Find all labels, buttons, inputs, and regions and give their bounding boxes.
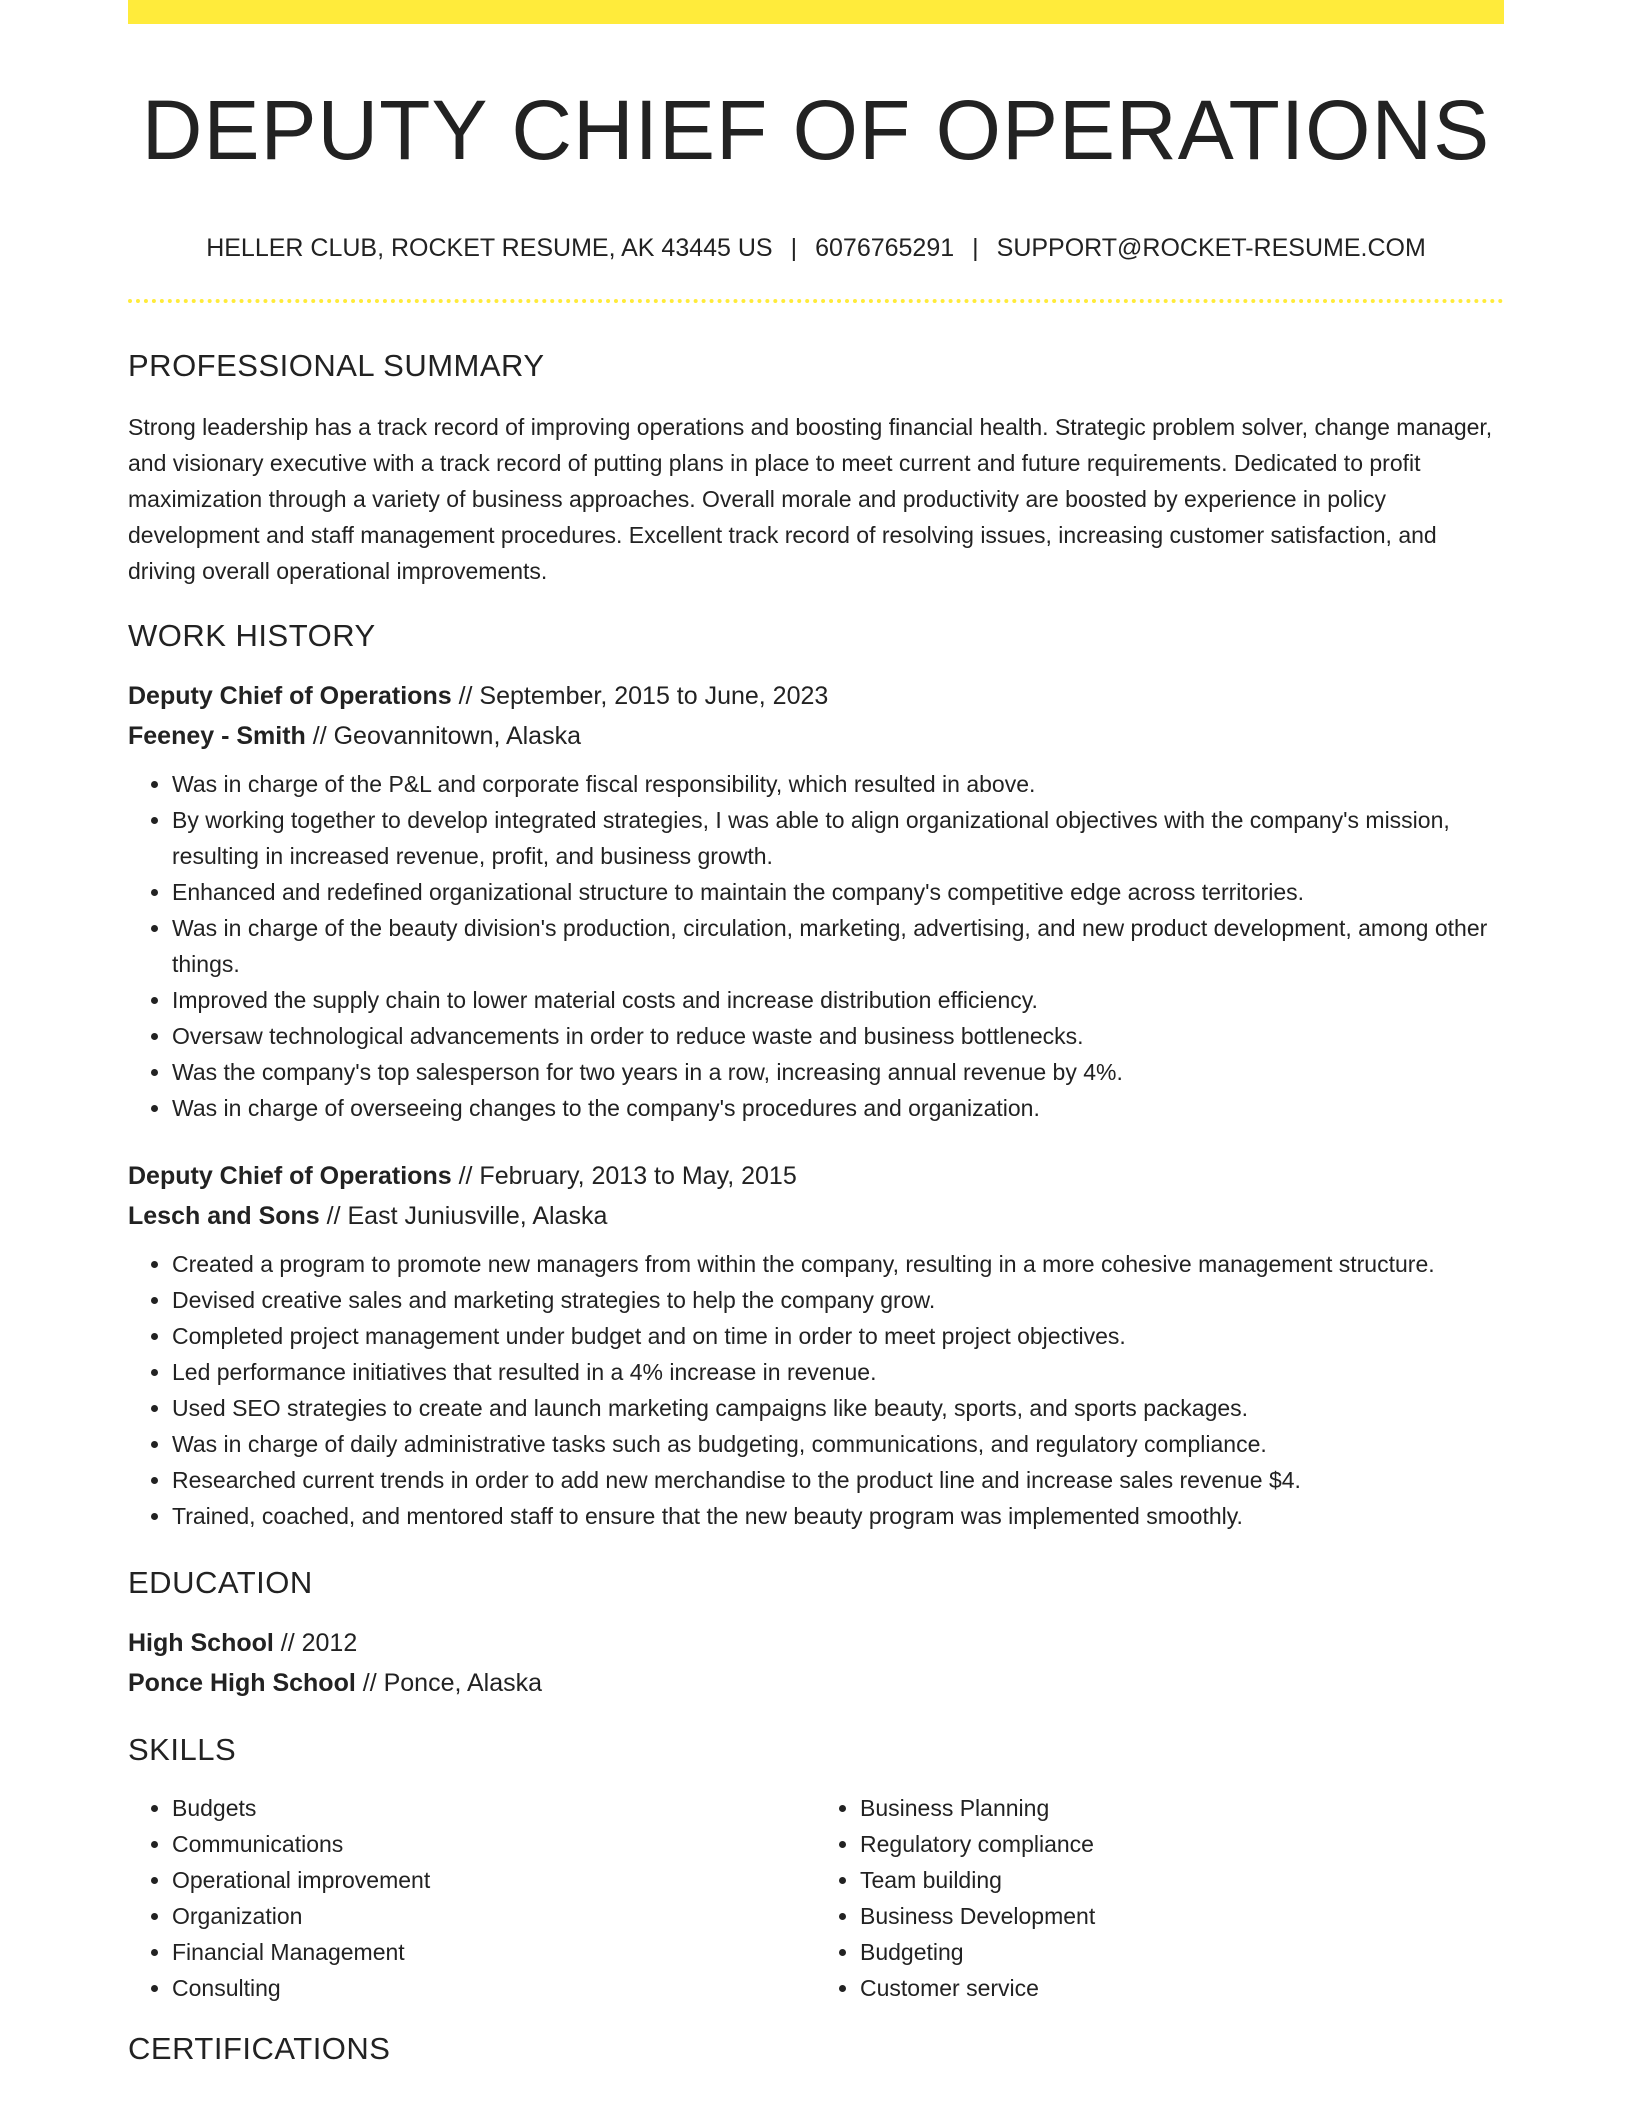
certifications-heading: CERTIFICATIONS: [128, 2031, 391, 2067]
job-position: Deputy Chief of Operations: [128, 1161, 452, 1190]
job-bullets: [128, 1246, 1504, 1534]
dotted-divider: [128, 299, 1504, 303]
list-item: • Was in charge of the beauty division's production, circulation, marketing, advertising, and new product development, among other things.: [172, 910, 1504, 982]
job-location: // Geovannitown, Alaska: [305, 721, 581, 750]
summary-text: Strong leadership has a track record of improving operations and boosting financial health. Strategic problem solver, change manager, and visionary executive with a track record of putting plans in place to meet current and future requirements. Dedicated to profit maximization through a variety of business approaches. Overall morale and productivity are boosted by experience in policy development and staff management procedures. Excellent track record of resolving issues, increasing customer satisfaction, and driving overall operational improvements.: [128, 413, 1493, 584]
work-history-heading: WORK HISTORY: [128, 617, 376, 653]
job-title-line: [128, 676, 1504, 716]
education-year: // 2012: [273, 1628, 358, 1657]
skill-item: • Consulting: [172, 1970, 816, 2006]
skills-column-left: [128, 1790, 816, 2006]
education-school-line: [128, 1663, 1504, 1703]
skill-item: • Budgeting: [860, 1934, 1504, 1970]
education-school: Ponce High School: [128, 1668, 356, 1697]
skill-item: • Financial Management: [172, 1934, 816, 1970]
list-item: • Created a program to promote new managers from within the company, resulting in a more cohesive management structure.: [172, 1246, 1504, 1282]
list-item: • Oversaw technological advancements in order to reduce waste and business bottlenecks.: [172, 1018, 1504, 1054]
skill-item: • Operational improvement: [172, 1862, 816, 1898]
skills-column-right: [816, 1790, 1504, 2006]
resume-name: DEPUTY CHIEF OF OPERATIONS: [141, 83, 1491, 177]
job-company-line: [128, 1196, 1504, 1236]
contact-separator: |: [972, 234, 979, 263]
skill-item: • Business Development: [860, 1898, 1504, 1934]
contact-line: [128, 234, 1504, 263]
list-item: • Trained, coached, and mentored staff to ensure that the new beauty program was implemented smoothly.: [172, 1498, 1504, 1534]
summary-heading: PROFESSIONAL SUMMARY: [128, 348, 545, 384]
list-item: • Improved the supply chain to lower material costs and increase distribution efficiency.: [172, 982, 1504, 1018]
job-location: // East Juniusville, Alaska: [319, 1201, 608, 1230]
list-item: • Was the company's top salesperson for two years in a row, increasing annual revenue by 4%.: [172, 1054, 1504, 1090]
skill-item: • Regulatory compliance: [860, 1826, 1504, 1862]
education-heading: EDUCATION: [128, 1564, 313, 1600]
list-item: • Was in charge of daily administrative tasks such as budgeting, communications, and regulatory compliance.: [172, 1426, 1504, 1462]
skills-heading: SKILLS: [128, 1731, 237, 1767]
skill-item: • Budgets: [172, 1790, 816, 1826]
skill-item: • Team building: [860, 1862, 1504, 1898]
job-dates: // September, 2015 to June, 2023: [451, 681, 829, 710]
skill-item: • Communications: [172, 1826, 816, 1862]
accent-top-bar: [128, 0, 1504, 24]
education-location: // Ponce, Alaska: [355, 1668, 543, 1697]
skill-item: • Customer service: [860, 1970, 1504, 2006]
contact-email[interactable]: SUPPORT@ROCKET-RESUME.COM: [996, 234, 1426, 263]
job-bullets: [128, 766, 1504, 1126]
skill-item: • Organization: [172, 1898, 816, 1934]
list-item: • Devised creative sales and marketing strategies to help the company grow.: [172, 1282, 1504, 1318]
list-item: • Led performance initiatives that resulted in a 4% increase in revenue.: [172, 1354, 1504, 1390]
resume-page: [128, 0, 1504, 2067]
job-position: Deputy Chief of Operations: [128, 681, 452, 710]
job-company: Lesch and Sons: [128, 1201, 320, 1230]
list-item: • Used SEO strategies to create and launch marketing campaigns like beauty, sports, and sports packages.: [172, 1390, 1504, 1426]
skill-item: • Business Planning: [860, 1790, 1504, 1826]
job-company-line: [128, 716, 1504, 756]
list-item: • Researched current trends in order to add new merchandise to the product line and increase sales revenue $4.: [172, 1462, 1504, 1498]
contact-phone[interactable]: 6076765291: [815, 234, 955, 263]
education-degree-line: [128, 1623, 1504, 1663]
list-item: • By working together to develop integrated strategies, I was able to align organizational objectives with the company's mission, resulting in increased revenue, profit, and business growth.: [172, 802, 1504, 874]
contact-separator: |: [790, 234, 798, 263]
list-item: • Completed project management under budget and on time in order to meet project objectives.: [172, 1318, 1504, 1354]
list-item: • Enhanced and redefined organizational structure to maintain the company's competitive edge across territories.: [172, 874, 1504, 910]
job-title-line: [128, 1156, 1504, 1196]
list-item: • Was in charge of overseeing changes to the company's procedures and organization.: [172, 1090, 1504, 1126]
skills-grid: [128, 1790, 1504, 2006]
list-item: • Was in charge of the P&L and corporate fiscal responsibility, which resulted in above.: [172, 766, 1504, 802]
job-company: Feeney - Smith: [128, 721, 306, 750]
education-degree: High School: [128, 1628, 274, 1657]
job-dates: // February, 2013 to May, 2015: [451, 1161, 797, 1190]
contact-address: HELLER CLUB, ROCKET RESUME, AK 43445 US: [206, 234, 773, 263]
